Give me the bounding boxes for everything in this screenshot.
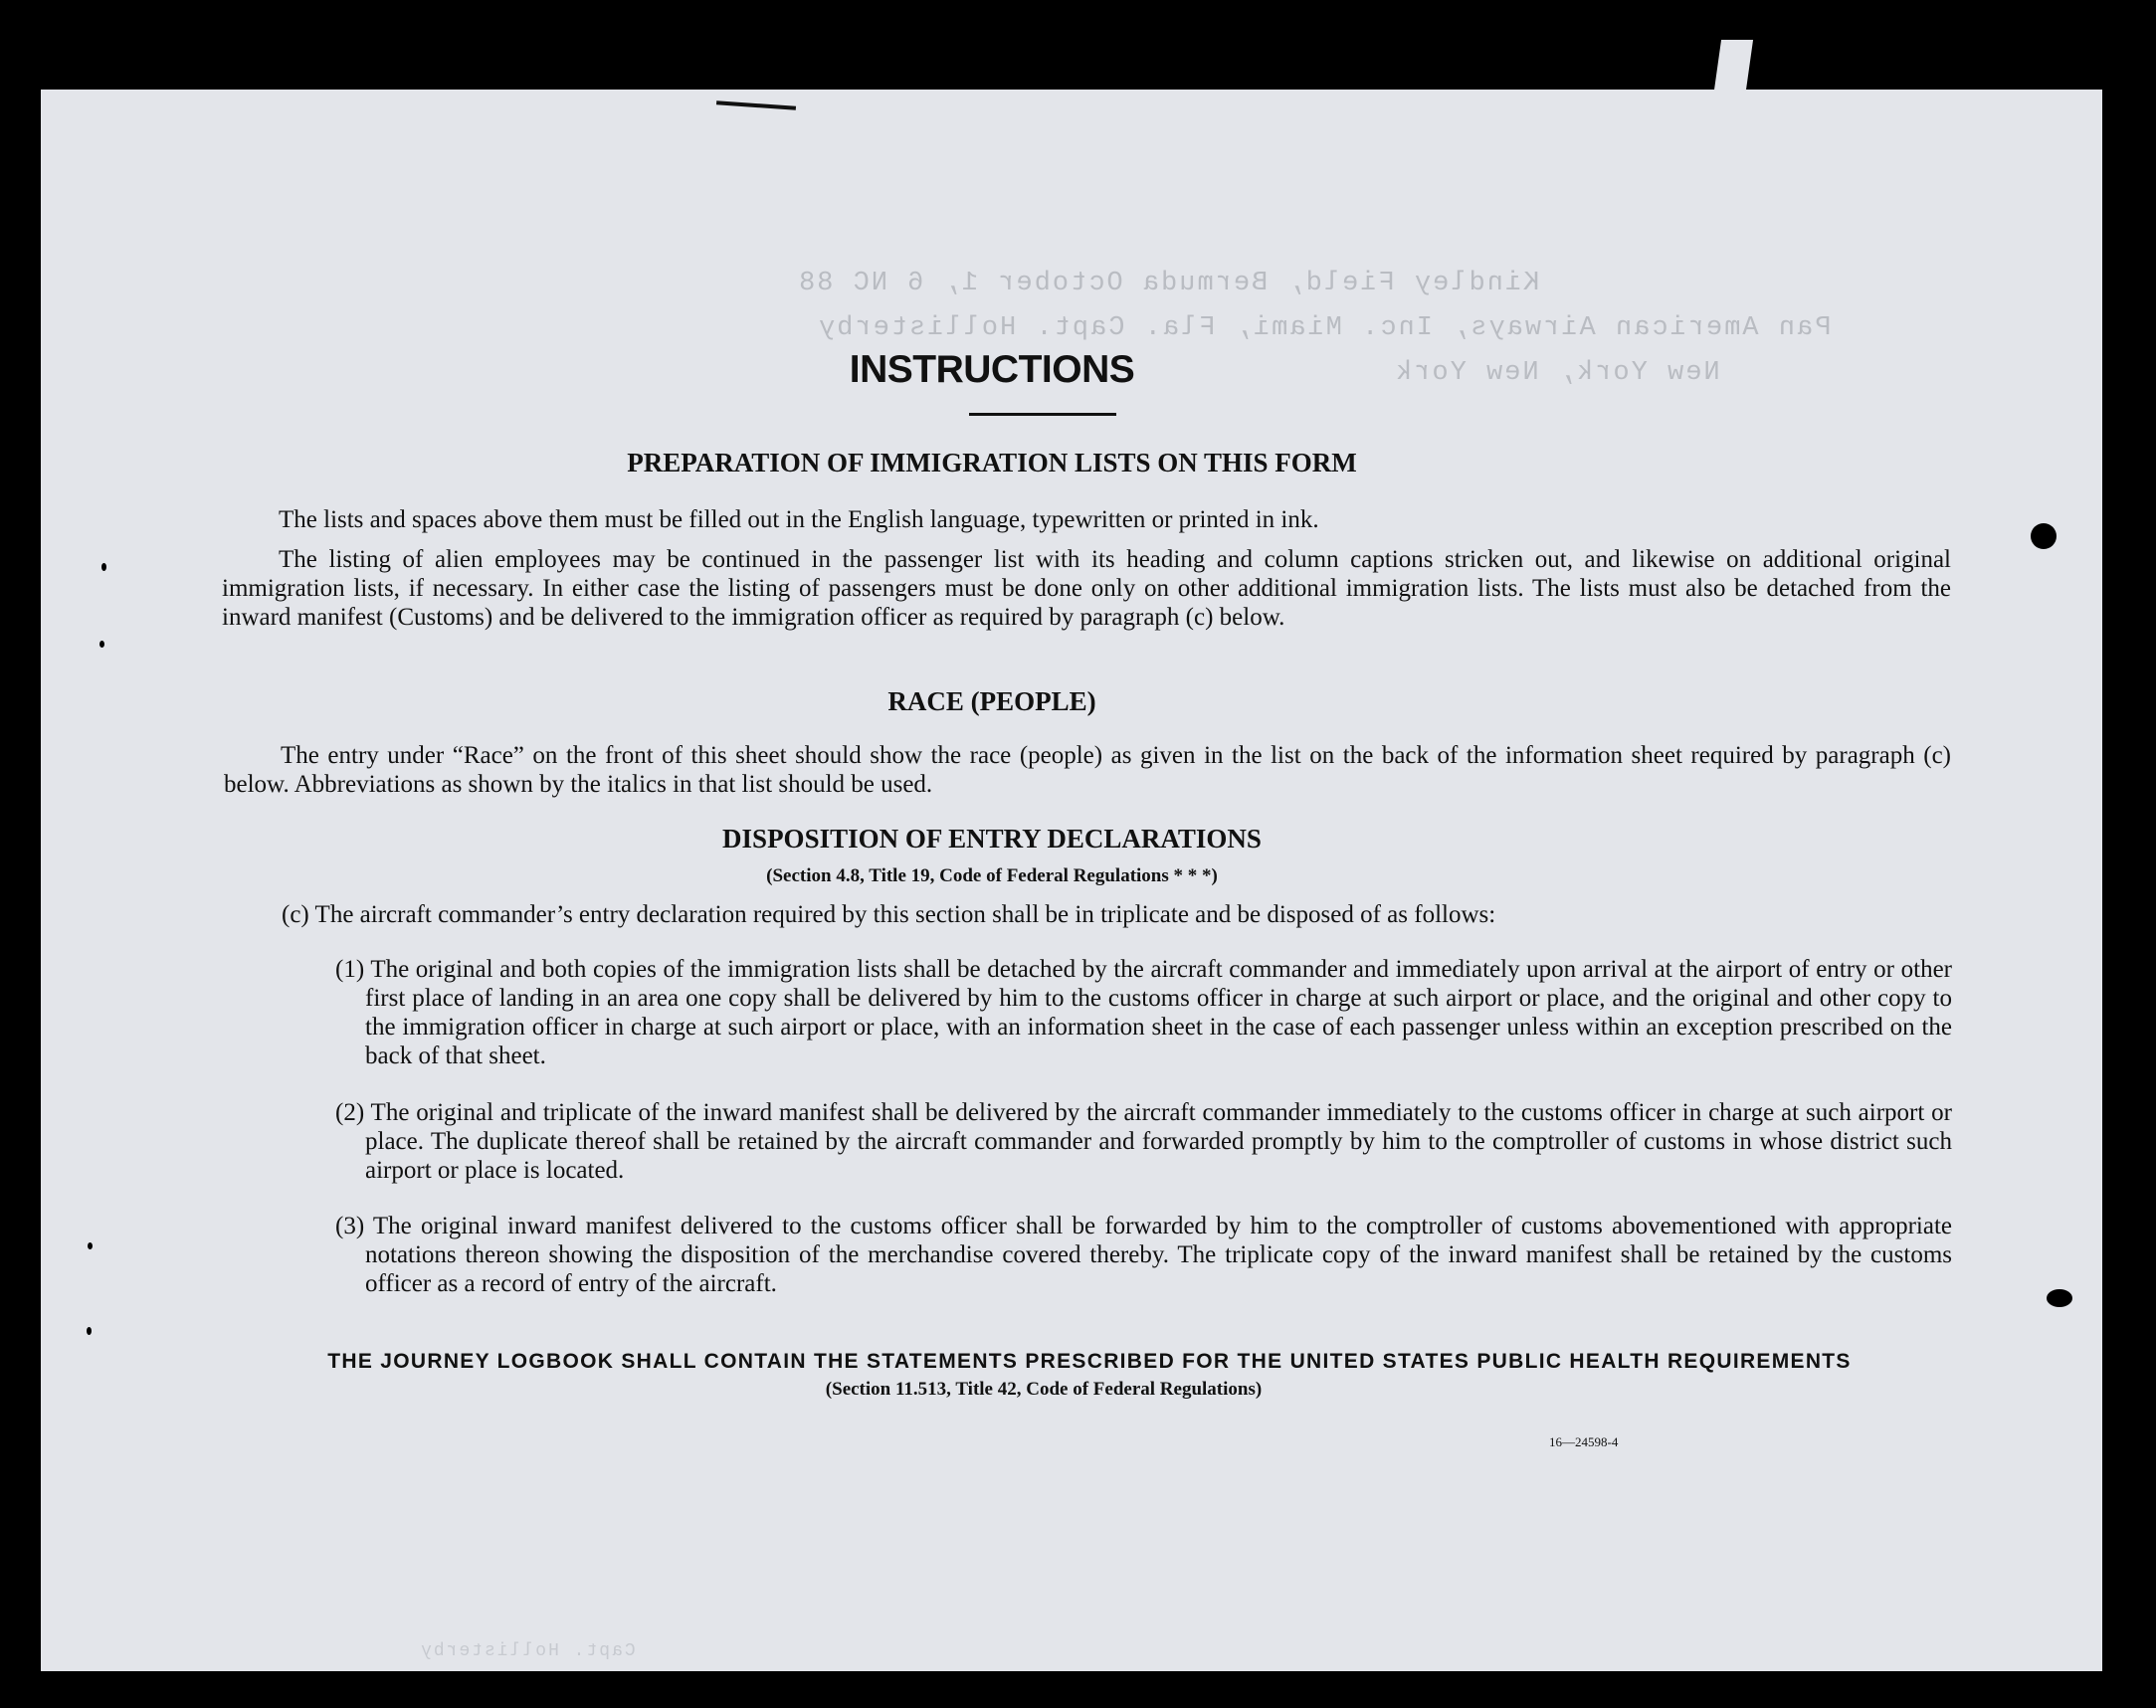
list-item-1: (1) The original and both copies of the immigration lists shall be detached by the aircraft commander and immediately upon arrival at the airport of entry or other first place of landing in an area one copy shall be delivered by him to the customs officer in charge at such airport or place, and the original and other copy to the immigration officer in charge at such airport or place, with an information sheet in the case of each passenger unless within an exception prescribed on the back of that sheet. — [335, 956, 1952, 1069]
bleed-through-line-1: Kindley Field, Bermuda October 1, 6 NC 88 — [797, 269, 1540, 298]
paragraph-preparation-2: The listing of alien employees may be continued in the passenger list with its heading and column captions stricken out, and likewise on additional original immigration lists, if necessary. In either case the listing of passengers must be done only on other additional immigration lists. The lists must also be detached from the inward manifest (Customs) and be delivered to the immigration officer as required by paragraph (c) below. — [222, 546, 1951, 631]
document-sheet — [41, 90, 2102, 1671]
form-number: 16—24598-4 — [1549, 1434, 1619, 1449]
bleed-through-line-3: New York, New York — [1394, 358, 1720, 388]
list-item-2: (2) The original and triplicate of the inward manifest shall be delivered by the aircraft commander immediately to the customs officer in charge at such airport or place. The duplicate thereof shall be retained by the aircraft commander and forwarded promptly by him to the comptroller of customs in whose district such airport or place is located. — [335, 1099, 1952, 1184]
title-rule — [969, 413, 1116, 416]
hole-punch — [2031, 523, 2057, 549]
margin-dot — [101, 563, 106, 571]
margin-dot — [99, 641, 104, 648]
health-requirements-notice: THE JOURNEY LOGBOOK SHALL CONTAIN THE STATEMENTS PRESCRIBED FOR THE UNITED STATES PUBLIC HEALTH REQUIREMENTS — [327, 1350, 1852, 1373]
paragraph-preparation-1: The lists and spaces above them must be filled out in the English language, typewritten or printed in ink. — [279, 506, 1319, 533]
stray-mark — [716, 100, 796, 110]
paragraph-disposition-intro: (c) The aircraft commander’s entry declaration required by this section shall be in triplicate and be disposed of as follows: — [282, 901, 1496, 928]
bleed-through-line-2: Pan American Airways, Inc. Miami, Fla. Capt. Hollisterby — [817, 313, 1832, 343]
subheading-disposition: (Section 4.8, Title 19, Code of Federal Regulations * * *) — [766, 865, 1218, 886]
hole-punch — [2047, 1289, 2072, 1307]
health-requirements-citation: (Section 11.513, Title 42, Code of Federal Regulations) — [825, 1379, 1263, 1400]
margin-dot — [87, 1327, 92, 1335]
heading-race: RACE (PEOPLE) — [887, 686, 1096, 716]
page-title: INSTRUCTIONS — [849, 348, 1135, 391]
heading-disposition: DISPOSITION OF ENTRY DECLARATIONS — [722, 824, 1262, 854]
bleed-through-footer: Capt. Hollisterby — [419, 1641, 636, 1661]
heading-preparation: PREPARATION OF IMMIGRATION LISTS ON THIS FORM — [627, 448, 1357, 477]
list-item-3: (3) The original inward manifest delivered to the customs officer shall be forwarded by him to the comptroller of customs abovementioned with appropriate notations thereon showing the disposition of the merchandise covered thereby. The triplicate copy of the inward manifest shall be retained by the customs officer as a record of entry of the aircraft. — [335, 1213, 1952, 1297]
paragraph-race: The entry under “Race” on the front of this sheet should show the race (people) as given in the list on the back of the information sheet required by paragraph (c) below. Abbreviations as shown by the italics in that list should be used. — [224, 742, 1951, 798]
margin-dot — [88, 1242, 93, 1249]
